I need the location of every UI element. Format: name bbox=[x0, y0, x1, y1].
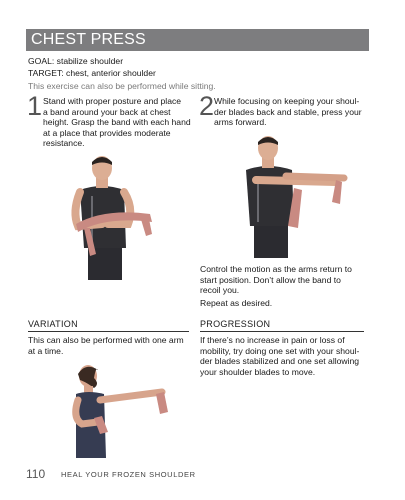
page-title: CHEST PRESS bbox=[26, 29, 369, 51]
step-2-photo bbox=[236, 130, 354, 258]
step-2-line: While focusing on keeping your shoul- bbox=[214, 96, 360, 106]
step-2-number: 2 bbox=[199, 91, 215, 121]
step-1-line: Stand with proper posture and place bbox=[43, 96, 182, 106]
progression-line: If there’s no increase in pain or loss of bbox=[200, 335, 345, 345]
step-1-line: at a place that provides moderate bbox=[43, 127, 171, 138]
progression-line: mobility, try doing one set with your shoul- bbox=[200, 345, 360, 356]
step-2-line: der blades back and stable, press your bbox=[214, 106, 362, 117]
step-1-line: height. Grasp the band with each hand bbox=[43, 117, 191, 128]
progression-line: your shoulder blades to move. bbox=[200, 366, 316, 377]
goal-text: GOAL: stabilize shoulder bbox=[28, 56, 124, 66]
control-line: start position. Don’t allow the band to bbox=[200, 274, 341, 285]
step-1-line: resistance. bbox=[43, 138, 85, 149]
right-arm bbox=[286, 176, 344, 178]
step-1-number: 1 bbox=[27, 91, 43, 121]
progression-line: der blades stabilized and one set allowing bbox=[200, 356, 360, 367]
progression-heading: PROGRESSION bbox=[200, 319, 364, 332]
sitting-note: This exercise can also be performed while sitting. bbox=[28, 81, 216, 91]
variation-line: at a time. bbox=[28, 345, 64, 356]
control-line: recoil you. bbox=[200, 285, 240, 296]
variation-photo bbox=[70, 362, 170, 458]
page-number: 110 bbox=[26, 467, 46, 481]
step-2-line: arms forward. bbox=[214, 117, 267, 128]
repeat-text: Repeat as desired. bbox=[200, 298, 273, 308]
progression-text bbox=[200, 335, 359, 377]
resistance-band bbox=[156, 392, 168, 414]
variation-text bbox=[28, 335, 184, 356]
control-line: Control the motion as the arms return to bbox=[200, 264, 352, 274]
variation-line: This can also be performed with one arm bbox=[28, 335, 184, 345]
target-text: TARGET: chest, anterior shoulder bbox=[28, 68, 156, 78]
step-2-text bbox=[214, 96, 362, 128]
step-1-line: a band around your back at chest bbox=[43, 106, 171, 117]
extended-arm bbox=[100, 392, 162, 400]
pants bbox=[254, 222, 288, 258]
control-text bbox=[200, 264, 352, 296]
variation-heading: VARIATION bbox=[28, 319, 189, 332]
step-1-text bbox=[43, 96, 191, 149]
step-1-photo bbox=[62, 152, 162, 280]
running-title: HEAL YOUR FROZEN SHOULDER bbox=[61, 470, 196, 479]
